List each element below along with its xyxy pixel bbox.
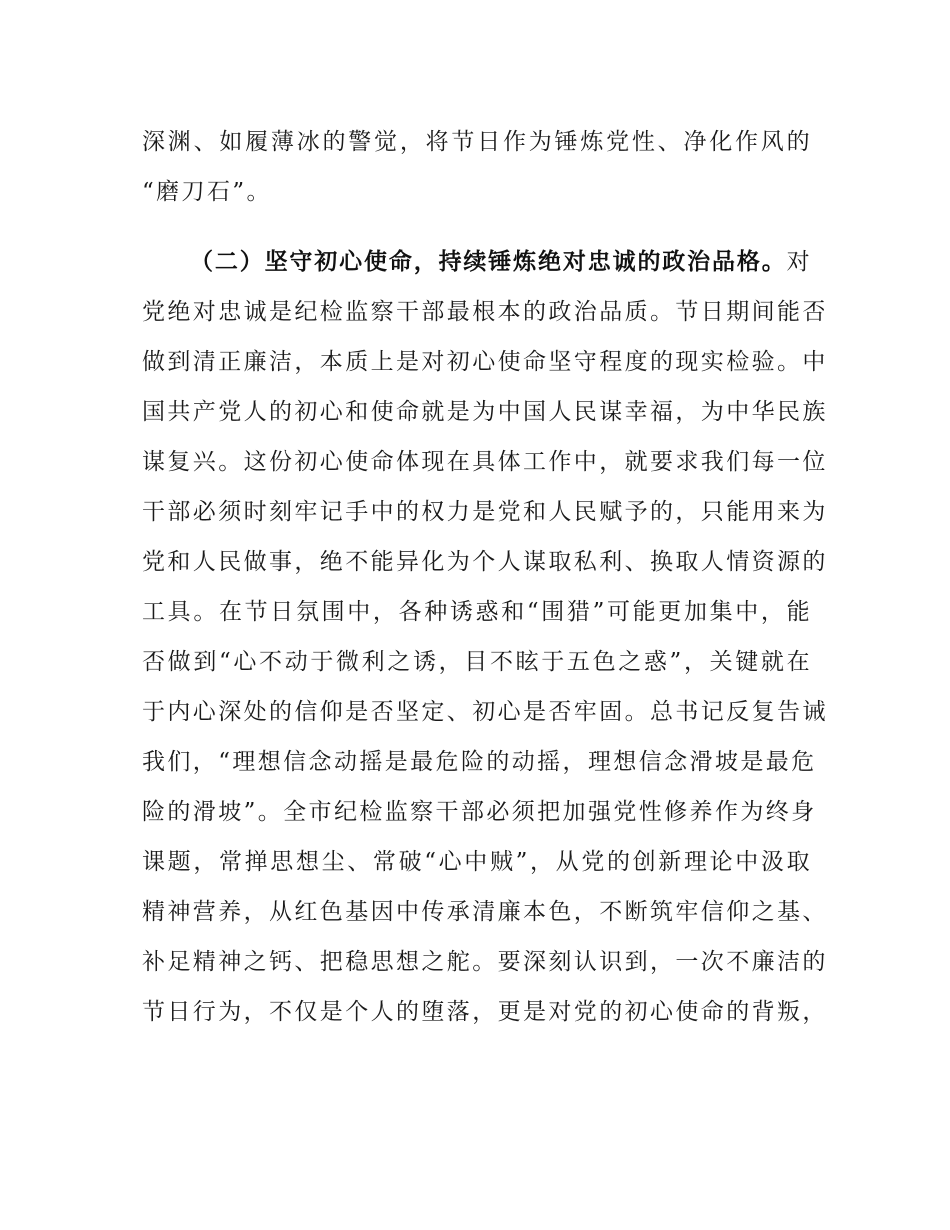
body-text-line: 课题，常掸思想尘、常破“心中贼”，从党的创新理论中汲取 (142, 849, 812, 875)
section-heading-line (190, 242, 812, 282)
body-text-line: 深渊、如履薄冰的警觉，将节日作为锤炼党性、净化作风的 (142, 129, 812, 155)
body-text-line: 否做到“心不动于微利之诱，目不眩于五色之惑”，关键就在 (142, 649, 812, 675)
body-text-line: 国共产党人的初心和使命就是为中国人民谋幸福，为中华民族 (142, 399, 828, 425)
body-text-line: 于内心深处的信仰是否坚定、初心是否牢固。总书记反复告诫 (142, 699, 828, 725)
body-text-line: 险的滑坡”。全市纪检监察干部必须把加强党性修养作为终身 (142, 799, 817, 825)
body-text-line: 工具。在节日氛围中，各种诱惑和“围猎”可能更加集中，能 (142, 599, 812, 625)
body-text-line: 党和人民做事，绝不能异化为个人谋取私利、换取人情资源的 (142, 549, 828, 575)
body-text-line: 我们，“理想信念动摇是最危险的动摇，理想信念滑坡是最危 (142, 749, 817, 775)
body-text-line: 节日行为，不仅是个人的堕落，更是对党的初心使命的背叛， (142, 999, 828, 1025)
body-text-line: “磨刀石”。 (142, 179, 272, 205)
body-text-line: 精神营养，从红色基因中传承清廉本色，不断筑牢信仰之基、 (142, 899, 828, 925)
section-heading: （二）坚守初心使命，持续锤炼绝对忠诚的政治品格。 (190, 249, 787, 275)
body-text-line: 补足精神之钙、把稳思想之舵。要深刻认识到，一次不廉洁的 (142, 949, 828, 975)
body-text-line: 党绝对忠诚是纪检监察干部最根本的政治品质。节日期间能否 (142, 299, 828, 325)
body-text-fragment: 对 (786, 249, 812, 275)
body-text-line: 做到清正廉洁，本质上是对初心使命坚守程度的现实检验。中 (142, 349, 828, 375)
body-text-line: 干部必须时刻牢记手中的权力是党和人民赋予的，只能用来为 (142, 499, 828, 525)
body-text-line: 谋复兴。这份初心使命体现在具体工作中，就要求我们每一位 (142, 449, 828, 475)
